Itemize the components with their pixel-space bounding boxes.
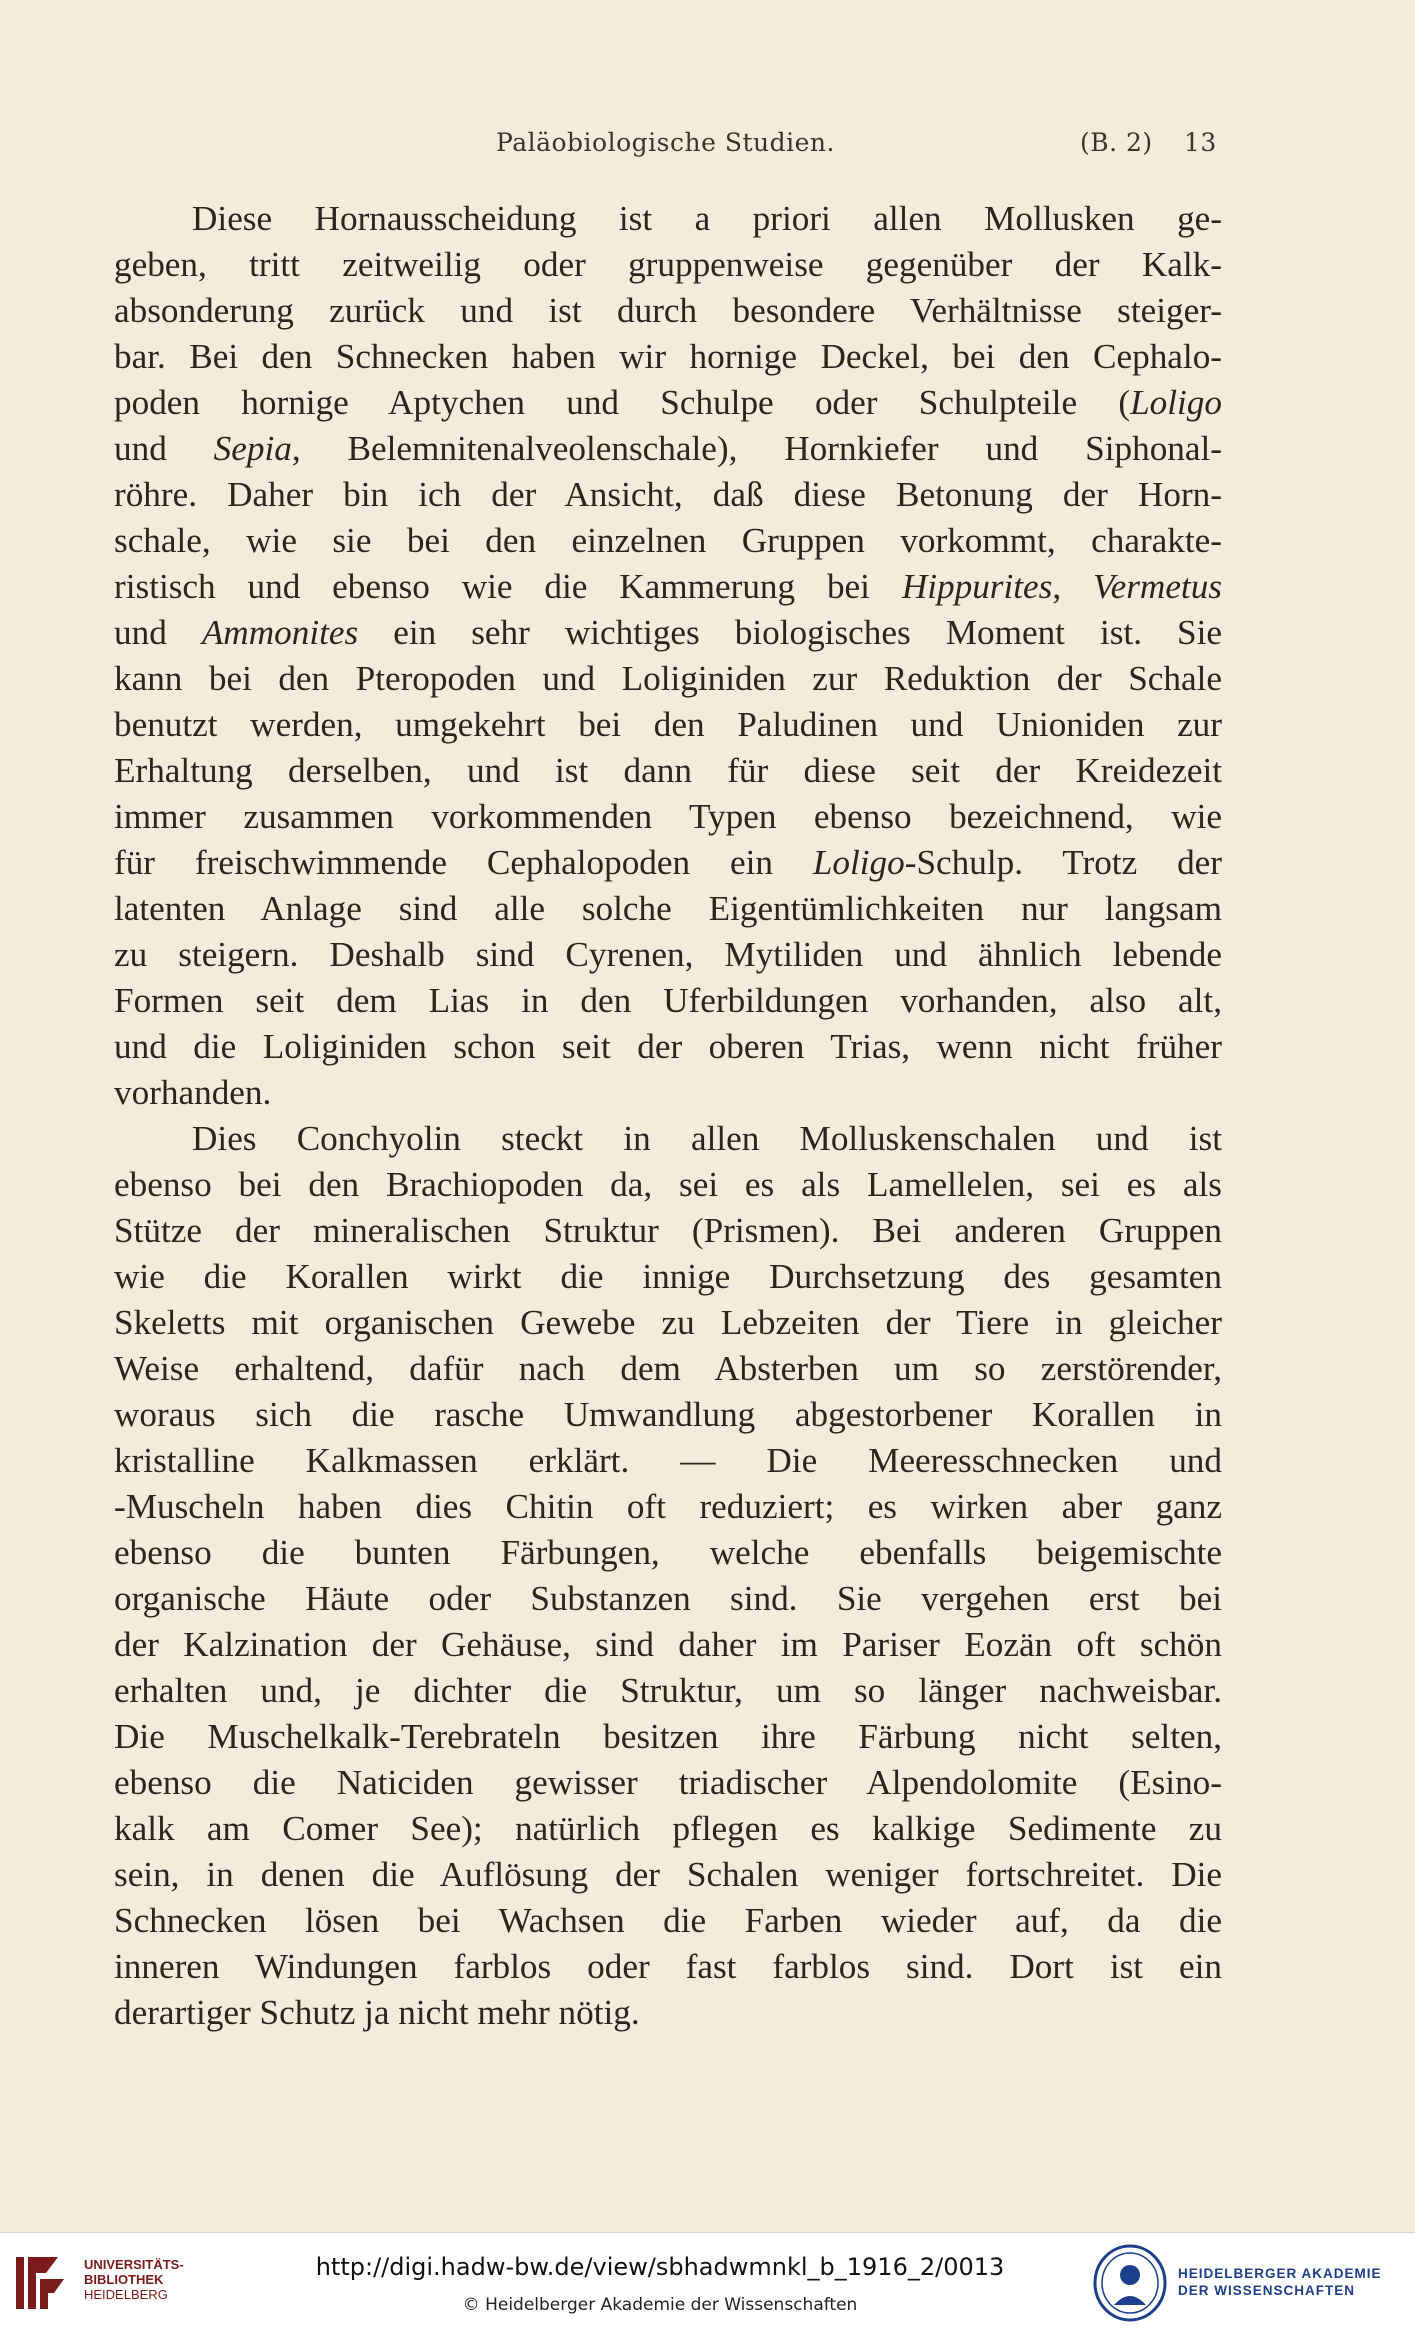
text-line: Formen seit dem Lias in den Uferbildungen vorhanden, also alt, — [114, 981, 1222, 1020]
text-line: wie die Korallen wirkt die innige Durchsetzung des gesamten — [114, 1257, 1222, 1296]
text-line: erhalten und, je dichter die Struktur, um so länger nachweisbar. — [114, 1671, 1222, 1710]
text-line: sein, in denen die Auflösung der Schalen weniger fortschreitet. Die — [114, 1855, 1222, 1894]
text-line: und Ammonites ein sehr wichtiges biologisches Moment ist. Sie — [114, 613, 1222, 652]
text-line: bar. Bei den Schnecken haben wir hornige Deckel, bei den Cephalo- — [114, 337, 1222, 376]
text-line: absonderung zurück und ist durch besondere Verhältnisse steiger- — [114, 291, 1222, 330]
text-line: röhre. Daher bin ich der Ansicht, daß diese Betonung der Horn- — [114, 475, 1222, 514]
text-line: ristisch und ebenso wie die Kammerung bei Hippurites, Vermetus — [114, 567, 1222, 606]
text-line: und Sepia, Belemnitenalveolenschale), Hornkiefer und Siphonal- — [114, 429, 1222, 468]
section-marker: (B. 2) — [1080, 128, 1153, 157]
copyright-notice: © Heidelberger Akademie der Wissenschaften — [462, 2295, 858, 2315]
text-line: vorhanden. — [114, 1073, 272, 1112]
text-line: Skeletts mit organischen Gewebe zu Lebzeiten der Tiere in gleicher — [114, 1303, 1222, 1342]
body-text — [114, 196, 1222, 2036]
text-line: benutzt werden, umgekehrt bei den Paludinen und Unioniden zur — [114, 705, 1222, 744]
ub-line-3: HEIDELBERG — [84, 2287, 168, 2302]
text-line: der Kalzination der Gehäuse, sind daher im Pariser Eozän oft schön — [114, 1625, 1222, 1664]
page-number: 13 — [1184, 128, 1217, 157]
text-line: zu steigern. Deshalb sind Cyrenen, Mytiliden und ähnlich lebende — [114, 935, 1222, 974]
running-header — [114, 122, 1222, 168]
academy-line-1: HEIDELBERGER AKADEMIE — [1178, 2266, 1382, 2281]
text-line: und die Loliginiden schon seit der oberen Trias, wenn nicht früher — [114, 1027, 1222, 1066]
text-line: -Muscheln haben dies Chitin oft reduziert; es wirken aber ganz — [114, 1487, 1222, 1526]
ub-line-1: UNIVERSITÄTS- — [84, 2257, 184, 2272]
academy-line-2: DER WISSENSCHAFTEN — [1178, 2283, 1356, 2298]
running-title: Paläobiologische Studien. — [496, 128, 835, 157]
ub-line-2: BIBLIOTHEK — [84, 2272, 164, 2287]
text-line: immer zusammen vorkommenden Typen ebenso bezeichnend, wie — [114, 797, 1222, 836]
text-line: ebenso die Naticiden gewisser triadischer Alpendolomite (Esino- — [114, 1763, 1222, 1802]
academy-seal-icon — [1092, 2243, 1168, 2323]
text-line: kalk am Comer See); natürlich pflegen es kalkige Sedimente zu — [114, 1809, 1222, 1848]
text-line: Erhaltung derselben, und ist dann für diese seit der Kreidezeit — [114, 751, 1222, 790]
text-line: poden hornige Aptychen und Schulpe oder Schulpteile (Loligo — [114, 383, 1222, 422]
text-line: geben, tritt zeitweilig oder gruppenweise gegenüber der Kalk- — [114, 245, 1222, 284]
text-line: Die Muschelkalk-Terebrateln besitzen ihre Färbung nicht selten, — [114, 1717, 1222, 1756]
text-line: inneren Windungen farblos oder fast farblos sind. Dort ist ein — [114, 1947, 1222, 1986]
text-line: ebenso die bunten Färbungen, welche ebenfalls beigemischte — [114, 1533, 1222, 1572]
permalink-url[interactable]: http://digi.hadw-bw.de/view/sbhadwmnkl_b_1916_2/0013 — [315, 2253, 1005, 2281]
text-line: Stütze der mineralischen Struktur (Prismen). Bei anderen Gruppen — [114, 1211, 1222, 1250]
text-line: organische Häute oder Substanzen sind. Sie vergehen erst bei — [114, 1579, 1222, 1618]
text-line: Diese Hornausscheidung ist a priori allen Mollusken ge- — [192, 199, 1222, 238]
text-line: für freischwimmende Cephalopoden ein Loligo-Schulp. Trotz der — [114, 843, 1223, 882]
text-line: kann bei den Pteropoden und Loliginiden zur Reduktion der Schale — [114, 659, 1222, 698]
university-library-name — [84, 2257, 184, 2302]
footer-bar — [0, 2232, 1415, 2333]
text-line: ebenso bei den Brachiopoden da, sei es als Lamellelen, sei es als — [114, 1165, 1222, 1204]
text-line: latenten Anlage sind alle solche Eigentümlichkeiten nur langsam — [114, 889, 1222, 928]
text-line: schale, wie sie bei den einzelnen Gruppen vorkommt, charakte- — [114, 521, 1222, 560]
university-library-logo-icon — [14, 2251, 74, 2315]
text-line: derartiger Schutz ja nicht mehr nötig. — [114, 1993, 640, 2032]
text-line: Weise erhaltend, dafür nach dem Absterben um so zerstörender, — [114, 1349, 1222, 1388]
academy-name — [1178, 2265, 1382, 2299]
text-line: Schnecken lösen bei Wachsen die Farben wieder auf, da die — [114, 1901, 1222, 1940]
text-line: kristalline Kalkmassen erklärt. — Die Meeresschnecken und — [114, 1441, 1222, 1480]
text-line: woraus sich die rasche Umwandlung abgestorbener Korallen in — [114, 1395, 1222, 1434]
text-line: Dies Conchyolin steckt in allen Molluskenschalen und ist — [192, 1119, 1222, 1158]
